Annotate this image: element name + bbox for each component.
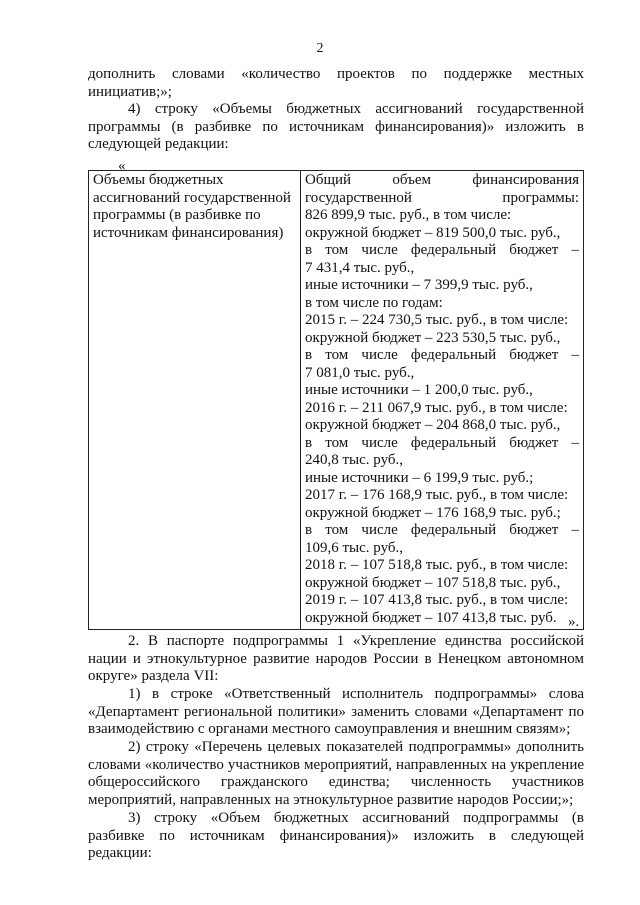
right-cell-line: в том числе федеральный бюджет – <box>305 347 579 363</box>
right-cell-line: 2017 г. – 176 168,9 тыс. руб., в том числе: <box>305 487 569 503</box>
right-cell-line: 2018 г. – 107 518,8 тыс. руб., в том числе: <box>305 557 569 573</box>
right-cell-line: в том числе федеральный бюджет – <box>305 434 579 451</box>
table-left-cell <box>89 171 301 630</box>
right-cell-line: 240,8 тыс. руб., <box>305 452 404 468</box>
right-cell-line: 826 899,9 тыс. руб., в том числе: <box>305 207 512 223</box>
outro-paragraph-2: 1) в строке «Ответственный исполнитель подпрограммы» слова «Департамент региональной политики» заменить словами «Департамент по взаимодействию с органами местного самоуправления и внешним связям»; <box>88 686 584 737</box>
outro-paragraph-1: 2. В паспорте подпрограммы 1 «Укрепление единства российской нации и этнокультурное развитие народов России в Ненецком автономном округе» раздела VII: <box>88 633 584 684</box>
intro-paragraph-2: 4) строку «Объемы бюджетных ассигнований государственной программы (в разбивке по источникам финансирования)» изложить в следующей редакции: <box>88 101 584 152</box>
table-right-cell <box>301 171 584 630</box>
right-cell-line: государственной программы: <box>305 189 579 206</box>
budget-table <box>88 170 584 630</box>
outro-paragraph-3: 2) строку «Перечень целевых показателей подпрограммы» дополнить словами «количество участников мероприятий, направленных на укрепление общероссийского гражданского единства; численность участников мероприятий, направленных на этнокультурное развитие народов России;»; <box>88 739 584 808</box>
right-cell-line: 2019 г. – 107 413,8 тыс. руб., в том числе: <box>305 592 569 608</box>
right-cell-line: окружной бюджет – 204 868,0 тыс. руб., <box>305 417 561 433</box>
right-cell-line: окружной бюджет – 107 413,8 тыс. руб. <box>305 609 557 626</box>
right-cell-line: окружной бюджет – 223 530,5 тыс. руб., <box>305 329 561 346</box>
page-number: 2 <box>316 41 324 56</box>
right-cell-line: 7 431,4 тыс. руб., <box>305 259 415 276</box>
left-cell-label: Объемы бюджетных ассигнований государственной программы (в разбивке по источникам финансирования) <box>93 172 291 241</box>
right-cell-line: окружной бюджет – 107 518,8 тыс. руб., <box>305 574 561 591</box>
right-cell-line: Общий объем финансирования <box>305 172 579 188</box>
right-cell-line: иные источники – 6 199,9 тыс. руб.; <box>305 469 534 486</box>
right-cell-line: 2015 г. – 224 730,5 тыс. руб., в том числе: <box>305 312 569 328</box>
right-cell-line: в том числе федеральный бюджет – <box>305 522 579 538</box>
right-cell-line: в том числе федеральный бюджет – <box>305 242 579 258</box>
right-cell-line: окружной бюджет – 819 500,0 тыс. руб., <box>305 224 561 241</box>
right-cell-line: окружной бюджет – 176 168,9 тыс. руб.; <box>305 504 561 521</box>
right-cell-line: 7 081,0 тыс. руб., <box>305 364 415 381</box>
closing-quote: ». <box>568 614 580 630</box>
outro-paragraph-4: 3) строку «Объем бюджетных ассигнований подпрограммы (в разбивке по источникам финансирования)» изложить в следующей редакции: <box>88 810 584 861</box>
table-row <box>89 171 584 630</box>
right-cell-line: 2016 г. – 211 067,9 тыс. руб., в том числе: <box>305 399 568 416</box>
right-cell-line: 109,6 тыс. руб., <box>305 539 404 556</box>
opening-quote: « <box>118 158 126 174</box>
right-cell-line: иные источники – 7 399,9 тыс. руб., <box>305 277 533 293</box>
intro-paragraph-1: дополнить словами «количество проектов по поддержке местных инициатив;»; <box>88 66 584 100</box>
right-cell-line: иные источники – 1 200,0 тыс. руб., <box>305 382 533 398</box>
right-cell-line: в том числе по годам: <box>305 294 443 311</box>
